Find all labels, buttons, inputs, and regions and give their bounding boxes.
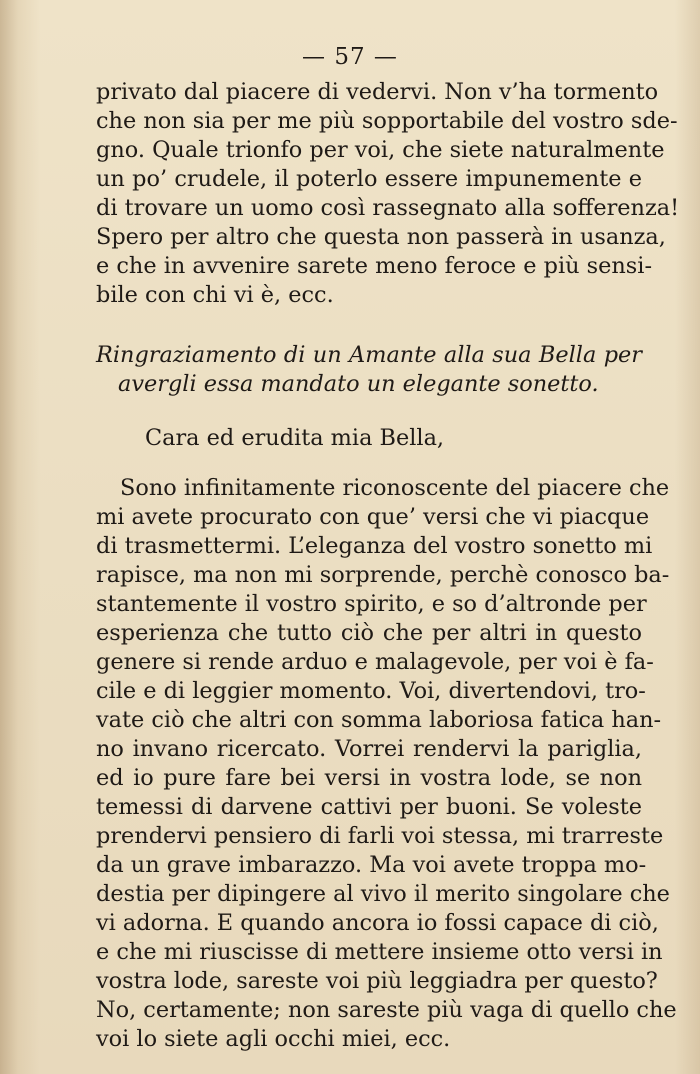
text-line: vostra lode, sareste voi più leggiadra per questo? — [96, 968, 658, 994]
text-line: cile e di leggier momento. Voi, divertendovi, tro- — [96, 678, 646, 704]
text-line: temessi di darvene cattivi per buoni. Se voleste — [96, 794, 642, 820]
text-line: stantemente il vostro spirito, e so d’altronde per — [96, 591, 647, 617]
letter-heading — [96, 341, 642, 399]
text-line: e che in avvenire sarete meno feroce e più sensi- — [96, 253, 653, 279]
heading-line: Ringraziamento di un Amante alla sua Bella per — [96, 342, 642, 368]
text-line: mi avete procurato con que’ versi che vi piacque — [96, 504, 650, 530]
text-line: un po’ crudele, il poterlo essere impunemente e — [96, 166, 642, 192]
salutation — [145, 424, 444, 453]
text-line: rapisce, ma non mi sorprende, perchè conosco ba- — [96, 562, 670, 588]
text-line: gno. Quale trionfo per voi, che siete naturalmente — [96, 137, 665, 163]
text-line: bile con chi vi è, ecc. — [96, 282, 334, 308]
text-line: privato dal piacere di vedervi. Non v’ha tormento — [96, 79, 659, 105]
text-line: esperienza che tutto ciò che per altri in questo — [96, 620, 642, 646]
text-line: vate ciò che altri con somma laboriosa fatica han- — [96, 707, 662, 733]
text-line: Spero per altro che questa non passerà in usanza, — [96, 224, 666, 250]
text-line: prendervi pensiero di farli voi stessa, mi trarreste — [96, 823, 664, 849]
text-line: di trasmettermi. L’eleganza del vostro sonetto mi — [96, 533, 653, 559]
heading-line: avergli essa mandato un elegante sonetto. — [118, 371, 599, 397]
text-line: e che mi riuscisse di mettere insieme otto versi in — [96, 939, 663, 965]
text-line: ed io pure fare bei versi in vostra lode, se non — [96, 765, 642, 791]
text-line: no invano ricercato. Vorrei rendervi la pariglia, — [96, 736, 642, 762]
text-line: vi adorna. E quando ancora io fossi capace di ciò, — [96, 910, 659, 936]
text-line: Sono infinitamente riconoscente del piacere che — [120, 475, 670, 501]
text-line: genere si rende arduo e malagevole, per voi è fa- — [96, 649, 654, 675]
salutation-line: Cara ed erudita mia Bella, — [145, 425, 445, 451]
text-line: che non sia per me più sopportabile del vostro sde- — [96, 108, 678, 134]
text-line: No, certamente; non sareste più vaga di quello che — [96, 997, 677, 1023]
text-line: da un grave imbarazzo. Ma voi avete troppa mo- — [96, 852, 647, 878]
text-line: voi lo siete agli occhi miei, ecc. — [96, 1026, 451, 1052]
text-line: destia per dipingere al vivo il merito singolare che — [96, 881, 670, 907]
text-line: di trovare un uomo così rassegnato alla sofferenza! — [96, 195, 680, 221]
letter-body — [96, 474, 677, 1054]
page-number: — 57 — — [302, 44, 398, 70]
previous-letter-ending — [96, 78, 680, 310]
